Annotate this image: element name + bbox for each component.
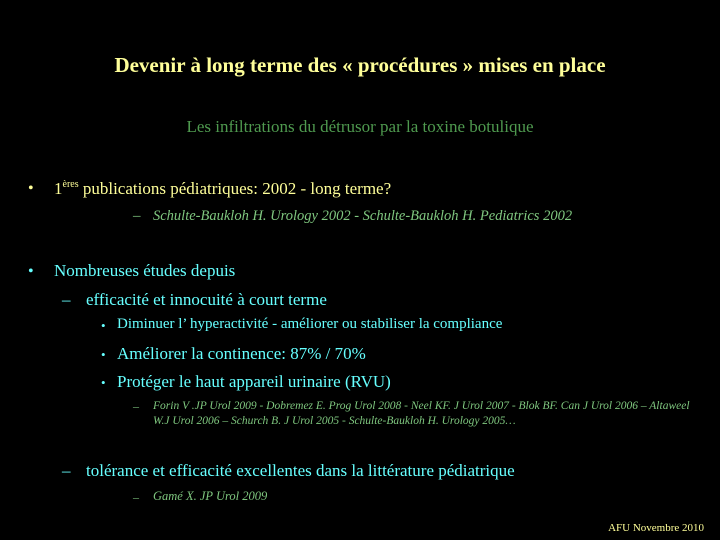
item-upper-tract: Protéger le haut appareil urinaire (RVU) [117,372,391,391]
dash-icon: – [62,290,71,309]
bullet-icon: • [101,347,106,362]
reference-studies: Forin V .JP Urol 2009 - Dobremez E. Prog Urol 2008 - Neel KF. J Urol 2007 - Blok BF. Can J Urol 2006 – Altaweel W.J Urol 2006 – Schurch B. J Urol 2005 - Schulte-Baukloh H. Urology 2005… [153,400,690,427]
ordinal-number: 1 [54,179,63,198]
bullet-publications [54,179,391,199]
reference-publications: Schulte-Baukloh H. Urology 2002 - Schulte-Baukloh H. Pediatrics 2002 [153,208,573,224]
sub-tolerance: tolérance et efficacité excellentes dans la littérature pédiatrique [86,461,515,480]
dash-icon: – [62,461,71,480]
bullet-icon: • [28,263,34,280]
bullet-icon: • [101,375,106,390]
reference-dash: – [133,490,139,504]
reference-dash: – [133,399,139,413]
slide-subtitle: Les infiltrations du détrusor par la toxine botulique [186,117,534,136]
bullet-studies: Nombreuses études depuis [54,261,236,280]
ordinal-superscript: ères [62,179,79,190]
slide-footer: AFU Novembre 2010 [608,522,704,534]
reference-game: Gamé X. JP Urol 2009 [153,489,268,503]
item-continence: Améliorer la continence: 87% / 70% [117,344,366,363]
reference-dash: – [133,208,141,224]
bullet-icon: • [101,318,106,333]
slide-title: Devenir à long terme des « procédures » mises en place [114,53,606,77]
bullet-icon: • [28,180,34,197]
sub-efficacy: efficacité et innocuité à court terme [86,290,327,309]
publications-text: publications pédiatriques: 2002 - long terme? [78,179,392,198]
item-hyperactivity: Diminuer l’ hyperactivité - améliorer ou stabiliser la compliance [117,316,503,332]
